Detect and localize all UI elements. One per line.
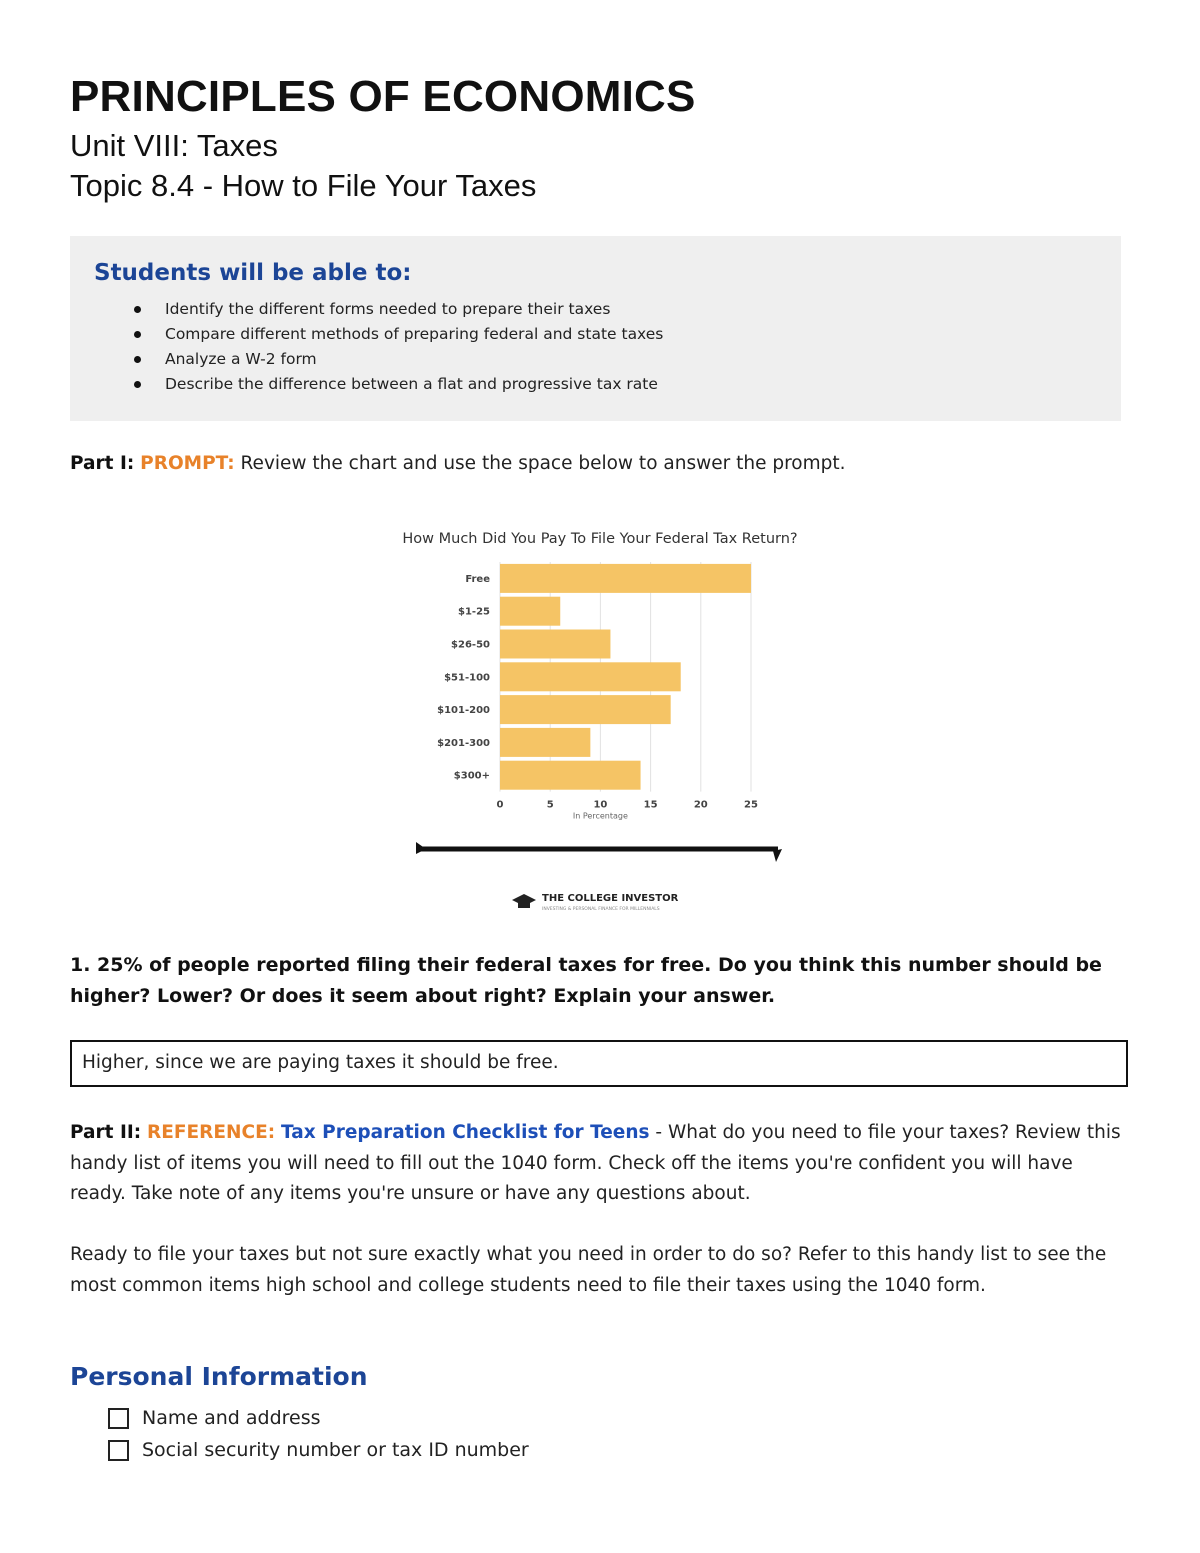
checklist-link[interactable]: Tax Preparation Checklist for Teens	[281, 1122, 650, 1143]
category-label: Free	[465, 573, 490, 585]
part2-reference	[70, 1118, 1130, 1210]
x-tick-label: 0	[496, 799, 504, 811]
category-label: $51-100	[444, 672, 490, 684]
bar	[500, 728, 590, 757]
source-tagline: INVESTING & PERSONAL FINANCE FOR MILLENNIALS	[542, 907, 660, 912]
part2-paragraph: Ready to file your taxes but not sure exactly what you need in order to do so? Refer to this handy list to see the most common items high school and college students need to file their taxes using the 1040 form.	[70, 1244, 1107, 1296]
personal-info-checklist	[108, 1402, 529, 1466]
checklist-item: Name and address	[108, 1402, 529, 1434]
bar	[500, 662, 681, 691]
bullet-icon	[134, 356, 141, 363]
objectives-heading: Students will be able to:	[94, 260, 412, 286]
bar	[500, 597, 560, 626]
bullet-icon	[134, 306, 141, 313]
category-label: $201-300	[437, 737, 490, 749]
category-label: $1-25	[458, 606, 490, 618]
category-label: $101-200	[437, 705, 490, 717]
objectives-box	[70, 236, 1121, 421]
arrow-left-head-icon	[416, 842, 426, 854]
part2-tag: REFERENCE:	[147, 1122, 276, 1143]
personal-info-heading: Personal Information	[70, 1362, 368, 1391]
filing-cost-chart-svg	[330, 520, 870, 920]
x-tick-label: 25	[744, 799, 758, 811]
question-1: 1. 25% of people reported filing their federal taxes for free. Do you think this number should be higher? Lower? Or does it seem about right? Explain your answer.	[70, 954, 1102, 1007]
objective-item: Describe the difference between a flat and progressive tax rate	[165, 372, 663, 397]
part1-tag: PROMPT:	[140, 453, 235, 474]
part2-text: - What do you need to file your taxes? Review this handy list of items you will need to fill out the 1040 form. Check off the items you're confident you will have ready. Take note of any items you're unsure or have any questions about.	[70, 1122, 1121, 1204]
x-tick-label: 15	[643, 799, 658, 811]
x-axis-label: In Percentage	[572, 811, 628, 821]
objective-item: Identify the different forms needed to prepare their taxes	[165, 297, 663, 322]
category-label: $300+	[453, 770, 490, 782]
objective-item: Analyze a W-2 form	[165, 347, 663, 372]
part1-text: Review the chart and use the space below to answer the prompt.	[234, 453, 846, 474]
objective-item: Compare different methods of preparing federal and state taxes	[165, 322, 663, 347]
unit-title: Unit VIII: Taxes	[70, 128, 278, 163]
topic-title: Topic 8.4 - How to File Your Taxes	[70, 168, 537, 203]
chart-title: How Much Did You Pay To File Your Federal Tax Return?	[402, 531, 798, 547]
bullet-icon	[134, 381, 141, 388]
part1-prompt	[70, 449, 1130, 480]
bar	[500, 761, 641, 790]
bar	[500, 564, 751, 593]
objectives-list	[165, 297, 663, 397]
checkbox[interactable]	[108, 1440, 129, 1461]
part1-label: Part I:	[70, 453, 135, 474]
graduation-cap-base	[518, 902, 530, 908]
checkbox[interactable]	[108, 1408, 129, 1429]
bar	[500, 630, 610, 659]
x-tick-label: 20	[693, 799, 708, 811]
x-tick-label: 5	[546, 799, 554, 811]
filing-cost-chart	[330, 520, 870, 920]
answer-input-box[interactable]	[70, 1040, 1128, 1087]
arrow-right-head-icon	[773, 849, 782, 862]
checklist-item: Social security number or tax ID number	[108, 1434, 529, 1466]
course-title: PRINCIPLES OF ECONOMICS	[70, 72, 696, 121]
bullet-icon	[134, 331, 141, 338]
part2-label: Part II:	[70, 1122, 142, 1143]
x-tick-label: 10	[593, 799, 608, 811]
answer-text: Higher, since we are paying taxes it should be free.	[82, 1052, 559, 1073]
category-label: $26-50	[451, 639, 490, 651]
bar	[500, 695, 671, 724]
source-name: THE COLLEGE INVESTOR	[542, 893, 679, 904]
